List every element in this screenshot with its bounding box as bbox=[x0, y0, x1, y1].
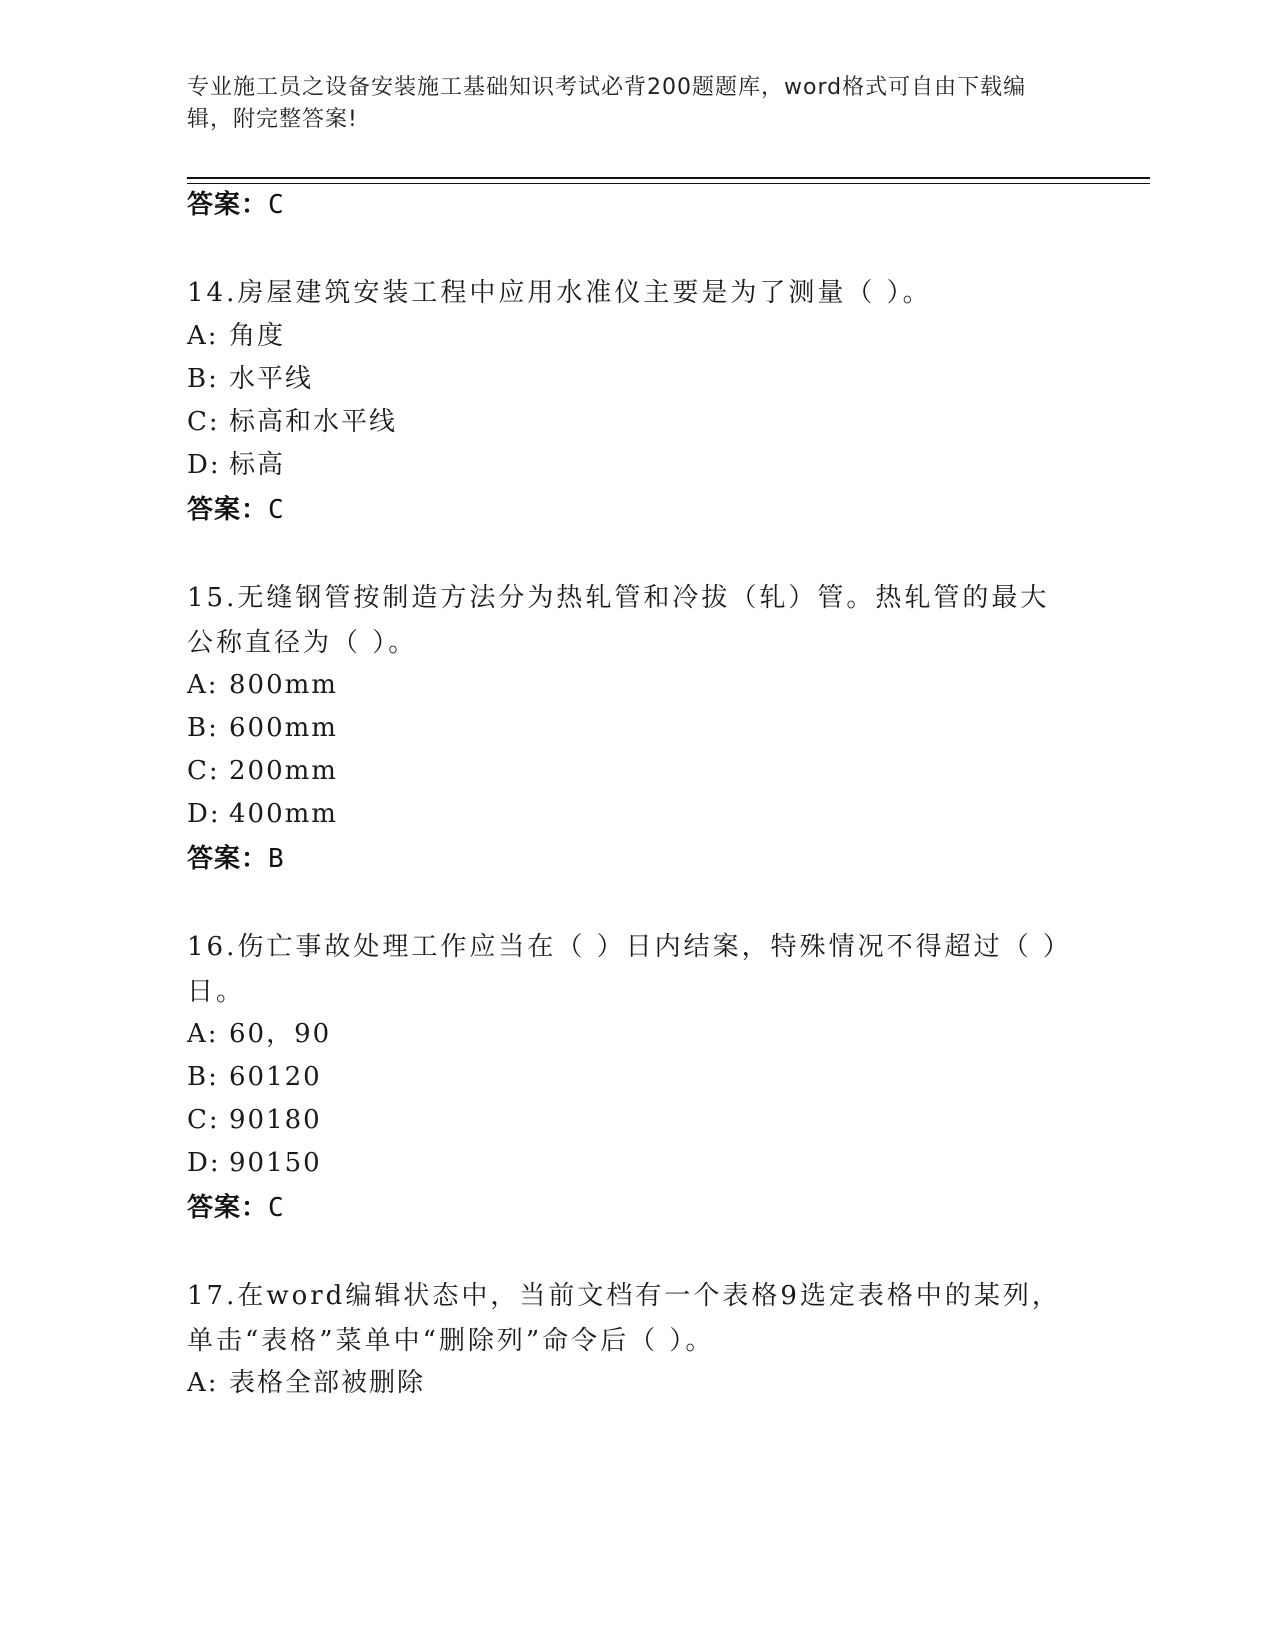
option-text: 标高 bbox=[229, 450, 286, 480]
option-c bbox=[187, 400, 1077, 445]
option-text: 90150 bbox=[229, 1148, 322, 1178]
answer-line bbox=[187, 491, 1077, 529]
option-text: 60，90 bbox=[229, 1019, 332, 1049]
option-a bbox=[187, 1361, 1077, 1406]
answer-value: B bbox=[268, 844, 285, 874]
option-text: 角度 bbox=[229, 321, 286, 351]
option-b bbox=[187, 357, 1077, 402]
option-b bbox=[187, 706, 1077, 751]
option-letter: D: bbox=[187, 799, 221, 829]
option-letter: A: bbox=[187, 1019, 219, 1049]
answer-label: 答案： bbox=[187, 190, 269, 220]
option-c bbox=[187, 1098, 1077, 1143]
option-letter: B: bbox=[187, 364, 219, 394]
answer-label: 答案： bbox=[187, 844, 269, 874]
question-17: 17.在word编辑状态中，当前文档有一个表格9选定表格中的某列，单击“表格”菜单中“删除列”命令后（ ）。 bbox=[187, 1281, 1061, 1356]
option-letter: A: bbox=[187, 321, 219, 351]
option-letter: D: bbox=[187, 450, 221, 480]
answer-line bbox=[187, 1189, 1077, 1227]
option-text: 90180 bbox=[229, 1105, 322, 1135]
option-text: 200mm bbox=[229, 756, 338, 786]
option-text: 60120 bbox=[229, 1062, 322, 1092]
option-text: 水平线 bbox=[229, 364, 314, 394]
answer-value: C bbox=[268, 1193, 285, 1223]
option-text: 表格全部被删除 bbox=[229, 1368, 426, 1398]
option-c bbox=[187, 749, 1077, 794]
option-letter: C: bbox=[187, 1105, 220, 1135]
answer-value: C bbox=[268, 190, 285, 220]
option-letter: A: bbox=[187, 1368, 219, 1398]
document-header-title: 专业施工员之设备安装施工基础知识考试必背200题题库，word格式可自由下载编辑，附完整答案! bbox=[187, 75, 1027, 132]
option-d bbox=[187, 443, 1077, 488]
answer-line bbox=[187, 186, 1077, 224]
option-letter: A: bbox=[187, 670, 219, 700]
option-letter: C: bbox=[187, 756, 220, 786]
answer-line bbox=[187, 840, 1077, 878]
option-a bbox=[187, 1012, 1077, 1057]
option-d bbox=[187, 792, 1077, 837]
option-letter: B: bbox=[187, 713, 219, 743]
header-divider-thick bbox=[187, 177, 1150, 179]
question-15: 15.无缝钢管按制造方法分为热轧管和冷拔（轧）管。热轧管的最大公称直径为（ ）。 bbox=[187, 583, 1050, 658]
option-text: 400mm bbox=[229, 799, 338, 829]
option-letter: B: bbox=[187, 1062, 219, 1092]
option-letter: D: bbox=[187, 1148, 221, 1178]
option-text: 800mm bbox=[229, 670, 338, 700]
answer-label: 答案： bbox=[187, 495, 269, 525]
option-b bbox=[187, 1055, 1077, 1100]
answer-value: C bbox=[268, 495, 285, 525]
question-16: 16.伤亡事故处理工作应当在（ ）日内结案，特殊情况不得超过（ ）日。 bbox=[187, 932, 1072, 1007]
option-letter: C: bbox=[187, 407, 220, 437]
option-a bbox=[187, 314, 1077, 359]
option-d bbox=[187, 1141, 1077, 1186]
option-a bbox=[187, 663, 1077, 708]
option-text: 600mm bbox=[229, 713, 338, 743]
option-text: 标高和水平线 bbox=[229, 407, 398, 437]
answer-label: 答案： bbox=[187, 1193, 269, 1223]
question-14: 14.房屋建筑安装工程中应用水准仪主要是为了测量（ ）。 bbox=[187, 278, 932, 308]
header-divider-thin bbox=[187, 183, 1150, 184]
